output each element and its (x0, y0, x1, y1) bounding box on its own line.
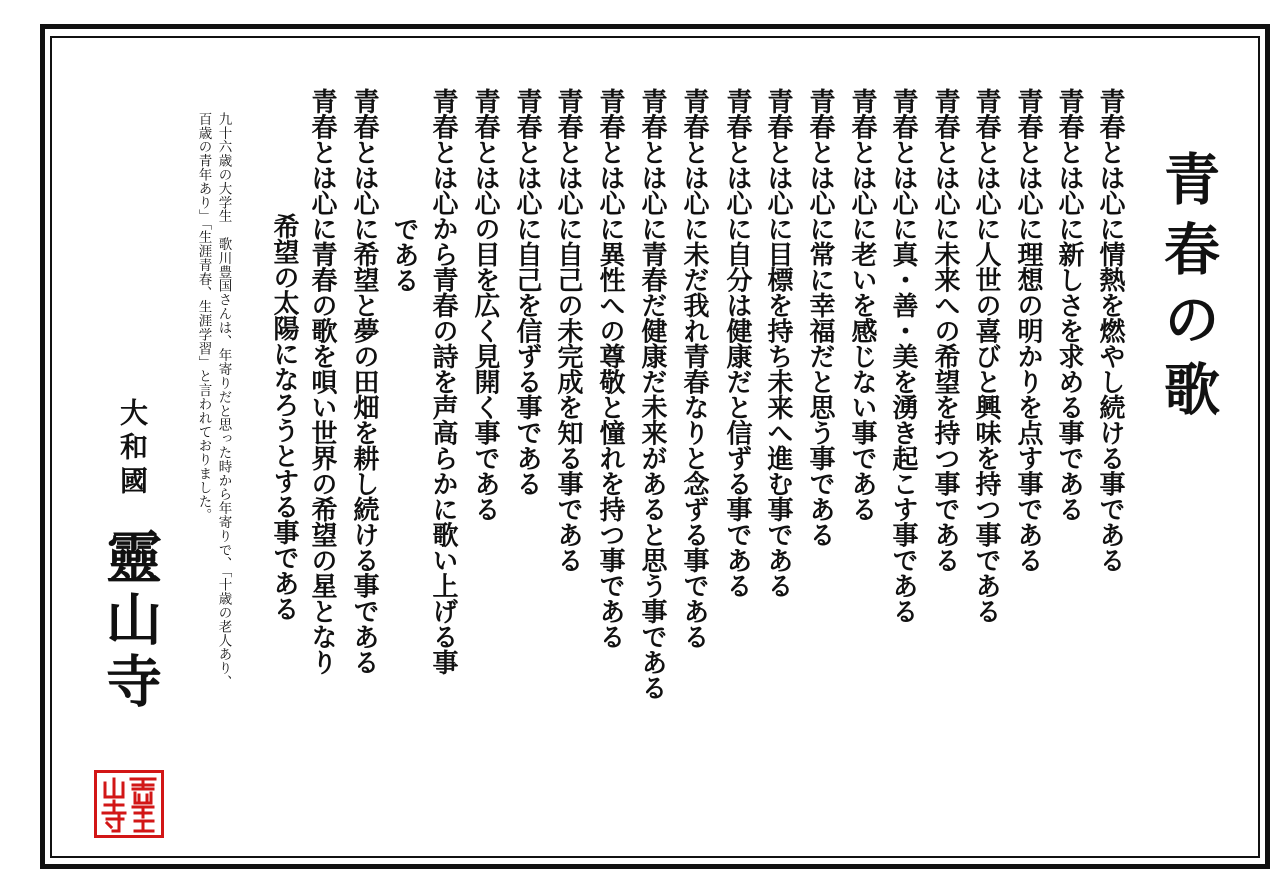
poem-line: 青春とは心に異性への尊敬と憧れを持つ事である (595, 88, 625, 649)
poem-line: 青春とは心に青春だ健康だ未来があると思う事である (637, 88, 667, 700)
poem-line: 青春とは心から青春の詩を声高らかに歌い上げる事 (428, 88, 458, 675)
poem-line: 青春とは心の目を広く見開く事である (470, 88, 500, 522)
poem-line: 青春とは心に未だ我れ青春なりと念ずる事である (679, 88, 709, 649)
poem-line: 青春とは心に目標を持ち未来へ進む事である (763, 88, 793, 598)
poem-line: 青春とは心に真・善・美を湧き起こす事である (888, 88, 918, 624)
poem-line: 青春とは心に常に幸福だと思う事である (805, 88, 835, 547)
poem-title: 青春の歌 (1155, 150, 1221, 430)
poem-line-continuation: である (389, 216, 419, 293)
poem-line: 青春とは心に情熱を燃やし続ける事である (1095, 88, 1125, 573)
poem-line: 青春とは心に自己を信ずる事である (512, 88, 542, 496)
temple-province: 大和國 (116, 398, 149, 500)
poem-line: 青春とは心に人世の喜びと興味を持つ事である (971, 88, 1001, 624)
poem-line: 青春とは心に青春の歌を唄い世界の希望の星となり (307, 88, 337, 675)
poem-line: 青春とは心に自己の未完成を知る事である (553, 88, 583, 573)
poem-line: 青春とは心に未来への希望を持つ事である (930, 88, 960, 573)
poem-line: 青春とは心に自分は健康だと信ずる事である (722, 88, 752, 598)
temple-seal-stamp (94, 770, 164, 838)
note-line: 九十六歳の大学生 歌川豊国さんは、年寄りだと思った時から年寄りで、「十歳の老人あり、 (215, 112, 232, 690)
temple-name: 靈山寺 (97, 528, 163, 714)
seal-glyphs (97, 773, 161, 835)
poem-line: 青春とは心に希望と夢の田畑を耕し続ける事である (349, 88, 379, 675)
poem-line: 青春とは心に新しさを求める事である (1054, 88, 1084, 522)
poem-line: 青春とは心に老いを感じない事である (847, 88, 877, 522)
note-line: 百歳の青年あり」「生涯青春、生涯学習」と言われておりました。 (195, 112, 212, 523)
poem-line: 希望の太陽になろうとする事である (269, 213, 299, 621)
poem-line: 青春とは心に理想の明かりを点す事である (1013, 88, 1043, 573)
